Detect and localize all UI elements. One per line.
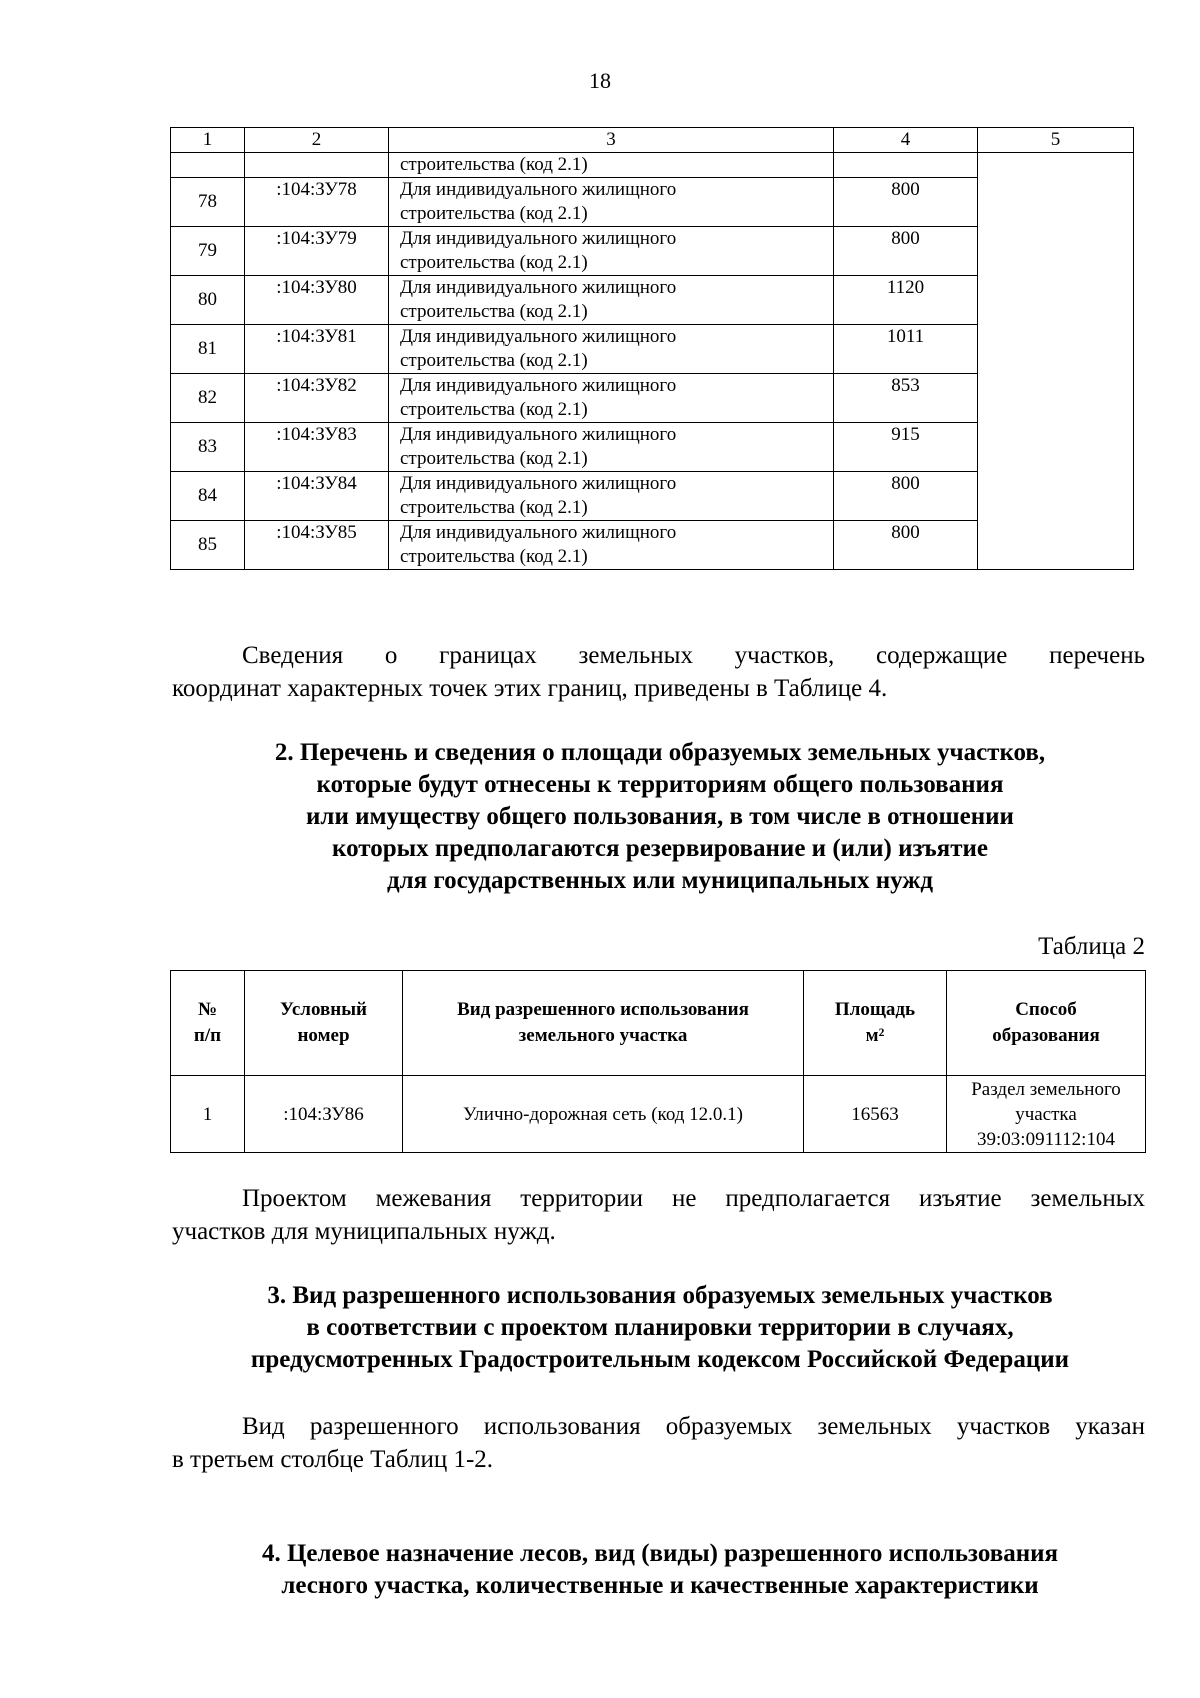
cell-area: 800: [834, 227, 978, 276]
heading-line: 4. Целевое назначение лесов, вид (виды) разрешенного использования: [261, 1540, 1059, 1567]
heading-line: которых предполагаются резервирование и (или) изъятие: [332, 835, 988, 862]
paragraph-line: Сведения о границах земельных участков, содержащие перечень: [242, 642, 1145, 669]
cell-area: 800: [834, 472, 978, 521]
boundaries-paragraph: [172, 639, 1145, 705]
cell-use: Улично-дорожная сеть (код 12.0.1): [403, 1076, 804, 1153]
land-plots-table-continued: [170, 127, 1134, 570]
cell-num: 84: [171, 472, 245, 521]
cell-num: [171, 153, 245, 178]
cell-num: 1: [171, 1076, 245, 1153]
column-number-2: 2: [245, 128, 389, 153]
paragraph-line: участков для муниципальных нужд.: [172, 1218, 556, 1245]
header-permitted-use: [403, 971, 804, 1076]
section-2-heading: [160, 737, 1160, 897]
use-line: Для индивидуального жилищного: [400, 179, 677, 200]
heading-line: предусмотренных Градостроительным кодексом Российской Федерации: [250, 1346, 1070, 1373]
cell-area: 800: [834, 178, 978, 227]
use-line: Для индивидуального жилищного: [400, 473, 677, 494]
method-line: участка: [1015, 1103, 1077, 1125]
cell-num: 82: [171, 374, 245, 423]
column-number-5: 5: [978, 128, 1134, 153]
cell-cond: :104:ЗУ78: [245, 178, 389, 227]
cell-use: [389, 325, 834, 374]
column-number-3: 3: [389, 128, 834, 153]
method-line: 39:03:091112:104: [977, 1128, 1115, 1150]
table-header-row: [171, 971, 1146, 1076]
public-land-plots-table: [170, 970, 1146, 1153]
cell-cond: :104:ЗУ85: [245, 521, 389, 570]
page-number: 18: [589, 68, 611, 93]
cell-area: 1011: [834, 325, 978, 374]
cell-num: 81: [171, 325, 245, 374]
table-header-row: [171, 128, 1134, 153]
permitted-use-paragraph: [172, 1410, 1145, 1476]
cell-cond: :104:ЗУ79: [245, 227, 389, 276]
header-line: м²: [865, 1025, 885, 1046]
cell-method: [947, 1076, 1146, 1153]
header-formation-method: [947, 971, 1146, 1076]
use-line: строительства (код 2.1): [400, 301, 588, 322]
method-line: Раздел земельного: [971, 1078, 1121, 1100]
use-line: строительства (код 2.1): [400, 497, 588, 518]
section-3-heading: [160, 1280, 1160, 1376]
use-line: строительства (код 2.1): [400, 252, 588, 273]
use-line: Для индивидуального жилищного: [400, 522, 677, 543]
cell-use: [389, 178, 834, 227]
column-number-1: 1: [171, 128, 245, 153]
cell-area: 800: [834, 521, 978, 570]
cell-use: [389, 521, 834, 570]
header-line: п/п: [193, 1025, 222, 1046]
cell-num: 80: [171, 276, 245, 325]
cell-use: [389, 472, 834, 521]
cell-cond: :104:ЗУ80: [245, 276, 389, 325]
header-line: Способ: [1015, 999, 1077, 1020]
cell-cond: :104:ЗУ84: [245, 472, 389, 521]
use-line: строительства (код 2.1): [400, 203, 588, 224]
header-number: [171, 971, 245, 1076]
heading-line: в соответствии с проектом планировки территории в случаях,: [306, 1314, 1014, 1341]
header-line: Площадь: [834, 999, 916, 1020]
cell-num: 85: [171, 521, 245, 570]
cell-use: [389, 374, 834, 423]
use-line: строительства (код 2.1): [400, 399, 588, 420]
cell-area: [834, 153, 978, 178]
table-row-continuation: [171, 153, 1134, 178]
paragraph-line: Вид разрешенного использования образуемых земельных участков указан: [242, 1413, 1145, 1440]
header-conditional-number: [245, 971, 403, 1076]
cell-num: 83: [171, 423, 245, 472]
cell-num: 79: [171, 227, 245, 276]
cell-cond: :104:ЗУ83: [245, 423, 389, 472]
header-line: Условный: [279, 999, 367, 1020]
section-4-heading: [160, 1538, 1160, 1602]
column-number-4: 4: [834, 128, 978, 153]
use-line: Для индивидуального жилищного: [400, 424, 677, 445]
heading-line: лесного участка, количественные и качественные характеристики: [281, 1572, 1039, 1599]
heading-line: 3. Вид разрешенного использования образуемых земельных участков: [267, 1282, 1053, 1309]
use-line: Для индивидуального жилищного: [400, 228, 677, 249]
use-line: Для индивидуального жилищного: [400, 277, 677, 298]
header-line: номер: [297, 1025, 350, 1046]
use-line: строительства (код 2.1): [400, 546, 588, 567]
paragraph-line: Проектом межевания территории не предполагается изъятие земельных: [242, 1185, 1145, 1212]
cell-use: строительства (код 2.1): [389, 153, 834, 178]
cell-method-merged: [978, 153, 1134, 570]
header-area: [804, 971, 947, 1076]
use-line: строительства (код 2.1): [400, 350, 588, 371]
use-line: Для индивидуального жилищного: [400, 326, 677, 347]
cell-area: 1120: [834, 276, 978, 325]
cell-cond: [245, 153, 389, 178]
heading-line: или имуществу общего пользования, в том числе в отношении: [306, 803, 1014, 830]
header-line: земельного участка: [518, 1025, 688, 1046]
withdrawal-paragraph: [172, 1182, 1145, 1248]
cell-use: [389, 276, 834, 325]
cell-area: 915: [834, 423, 978, 472]
cell-num: 78: [171, 178, 245, 227]
header-line: образования: [992, 1025, 1100, 1046]
cell-cond: :104:ЗУ86: [245, 1076, 403, 1153]
use-line: строительства (код 2.1): [400, 448, 588, 469]
cell-use: [389, 423, 834, 472]
paragraph-line: координат характерных точек этих границ, приведены в Таблице 4.: [172, 675, 888, 702]
cell-cond: :104:ЗУ82: [245, 374, 389, 423]
cell-cond: :104:ЗУ81: [245, 325, 389, 374]
table-row: [171, 1076, 1146, 1153]
heading-line: 2. Перечень и сведения о площади образуемых земельных участков,: [274, 739, 1046, 766]
cell-area: 853: [834, 374, 978, 423]
paragraph-line: в третьем столбце Таблиц 1-2.: [172, 1446, 494, 1473]
heading-line: которые будут отнесены к территориям общего пользования: [316, 771, 1004, 798]
heading-line: для государственных или муниципальных нужд: [386, 867, 934, 894]
table-2-caption: Таблица 2: [1038, 933, 1145, 960]
cell-area: 16563: [804, 1076, 947, 1153]
header-line: №: [197, 999, 218, 1020]
cell-use: [389, 227, 834, 276]
header-line: Вид разрешенного использования: [457, 999, 749, 1020]
use-line: Для индивидуального жилищного: [400, 375, 677, 396]
